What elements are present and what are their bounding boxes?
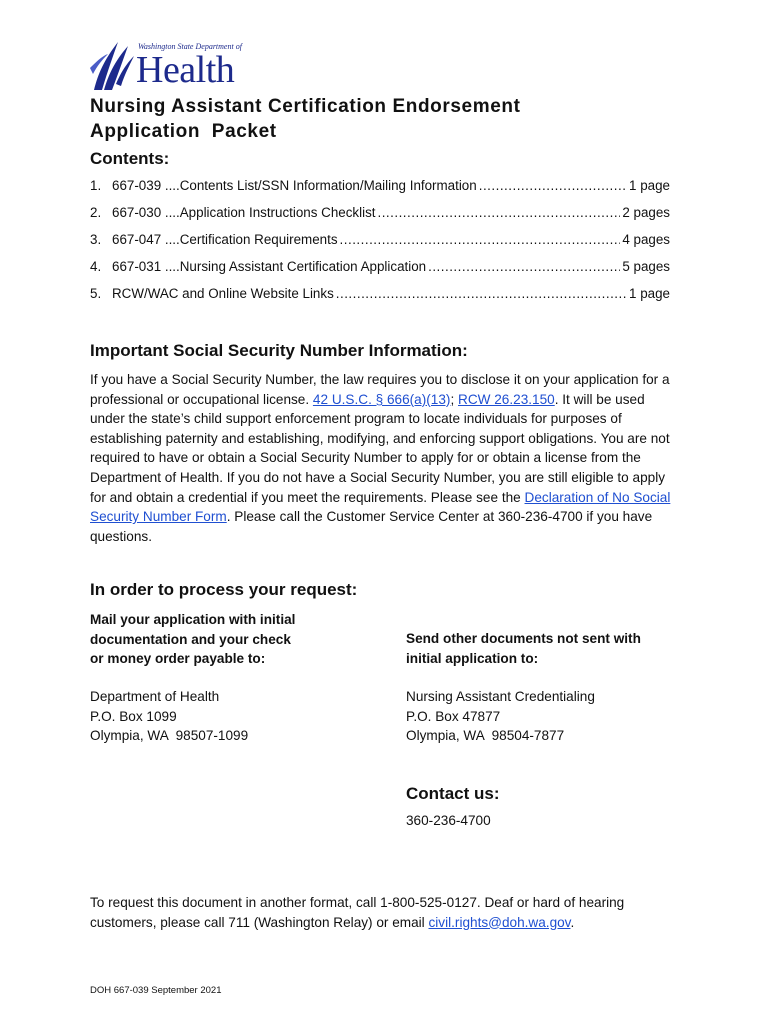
contents-item bbox=[90, 230, 670, 257]
doh-feather-logo-icon bbox=[88, 34, 136, 92]
item-text: RCW/WAC and Online Website Links bbox=[112, 286, 334, 301]
logo-brand-text: Health bbox=[136, 49, 235, 91]
item-text: 667-031 ....Nursing Assistant Certification Application bbox=[112, 259, 427, 274]
item-number: 1. bbox=[90, 178, 102, 193]
contents-item bbox=[90, 284, 670, 311]
dot-leader bbox=[428, 257, 620, 277]
item-pages: 4 pages bbox=[622, 232, 670, 247]
address-line: P.O. Box 47877 bbox=[406, 708, 501, 724]
other-address bbox=[406, 687, 595, 746]
dot-leader bbox=[336, 284, 627, 304]
dot-leader bbox=[377, 203, 620, 223]
item-pages: 1 page bbox=[629, 286, 670, 301]
item-text: 667-030 ....Application Instructions Checklist bbox=[112, 205, 376, 220]
ssn-text-1: If you have a Social Security Number, the law requires you to disclose it on your application for a professional or occupational license. bbox=[90, 372, 670, 407]
document-id: DOH 667-039 September 2021 bbox=[90, 985, 222, 996]
mail-instructions-heading bbox=[90, 610, 295, 669]
footer-end: . bbox=[570, 914, 575, 930]
title-line-1: Nursing Assistant Certification Endorsement bbox=[90, 96, 521, 117]
address-line: Olympia, WA 98504-7877 bbox=[406, 728, 565, 744]
mail-heading-line: documentation and your check bbox=[90, 631, 291, 647]
ssn-text-3: . Please call the Customer Service Center at 360-236-4700 if you have questions. bbox=[90, 509, 653, 544]
address-line: Department of Health bbox=[90, 689, 220, 704]
mail-heading-line: or money order payable to: bbox=[90, 651, 266, 667]
item-number: 2. bbox=[90, 205, 102, 220]
contents-list bbox=[90, 176, 670, 311]
email-link[interactable]: civil.rights@doh.wa.gov bbox=[428, 914, 571, 930]
contents-heading: Contents: bbox=[90, 149, 170, 168]
ssn-separator: ; bbox=[450, 391, 458, 407]
title-line-2: Application Packet bbox=[90, 121, 277, 142]
ssn-heading: Important Social Security Number Information: bbox=[90, 341, 468, 360]
address-line: Nursing Assistant Credentialing bbox=[406, 689, 595, 704]
item-pages: 1 page bbox=[629, 178, 670, 193]
other-heading-line: Send other documents not sent with bbox=[406, 631, 641, 646]
other-documents-heading bbox=[406, 629, 641, 668]
rcw-link[interactable]: RCW 26.23.150 bbox=[458, 391, 555, 407]
footer-text: To request this document in another format, call 1-800-525-0127. Deaf or hard of hearing customers, please call 711 (Washington Relay) or email bbox=[90, 895, 625, 930]
declaration-form-link[interactable]: Declaration of No Social Security Number Form bbox=[90, 489, 671, 525]
dot-leader bbox=[479, 176, 627, 196]
process-heading: In order to process your request: bbox=[90, 580, 358, 599]
other-heading-line: initial application to: bbox=[406, 650, 539, 666]
mail-heading-line: Mail your application with initial bbox=[90, 612, 296, 627]
item-pages: 5 pages bbox=[622, 259, 670, 274]
contact-heading: Contact us: bbox=[406, 784, 500, 803]
item-text: 667-047 ....Certification Requirements bbox=[112, 232, 338, 247]
ssn-paragraph bbox=[90, 370, 678, 546]
contents-item bbox=[90, 257, 670, 284]
page-title bbox=[90, 94, 650, 144]
address-line: P.O. Box 1099 bbox=[90, 708, 177, 724]
contents-item bbox=[90, 203, 670, 230]
alternate-format-note bbox=[90, 893, 650, 932]
ssn-text-2: . It will be used under the state’s child support enforcement program to locate individuals for purposes of establishing paternity and establishing, modifying, and enforcing support obligations. You are not required to have or obtain a Social Security Number to apply for or obtain a license from the Department of Health. If you do not have a Social Security Number, you are still eligible to apply for and obtain a credential if you meet the requirements. Please see the bbox=[90, 391, 670, 505]
contents-item bbox=[90, 176, 670, 203]
contact-phone: 360-236-4700 bbox=[406, 813, 491, 828]
logo-agency-text: Washington State Department of bbox=[138, 42, 242, 51]
mail-address bbox=[90, 687, 248, 746]
doh-logo bbox=[88, 28, 248, 94]
item-number: 4. bbox=[90, 259, 102, 274]
item-number: 5. bbox=[90, 286, 102, 301]
item-text: 667-039 ....Contents List/SSN Information/Mailing Information bbox=[112, 178, 477, 193]
item-number: 3. bbox=[90, 232, 102, 247]
dot-leader bbox=[340, 230, 621, 250]
address-line: Olympia, WA 98507-1099 bbox=[90, 728, 249, 744]
usc-link[interactable]: 42 U.S.C. § 666(a)(13) bbox=[312, 391, 451, 407]
item-pages: 2 pages bbox=[622, 205, 670, 220]
